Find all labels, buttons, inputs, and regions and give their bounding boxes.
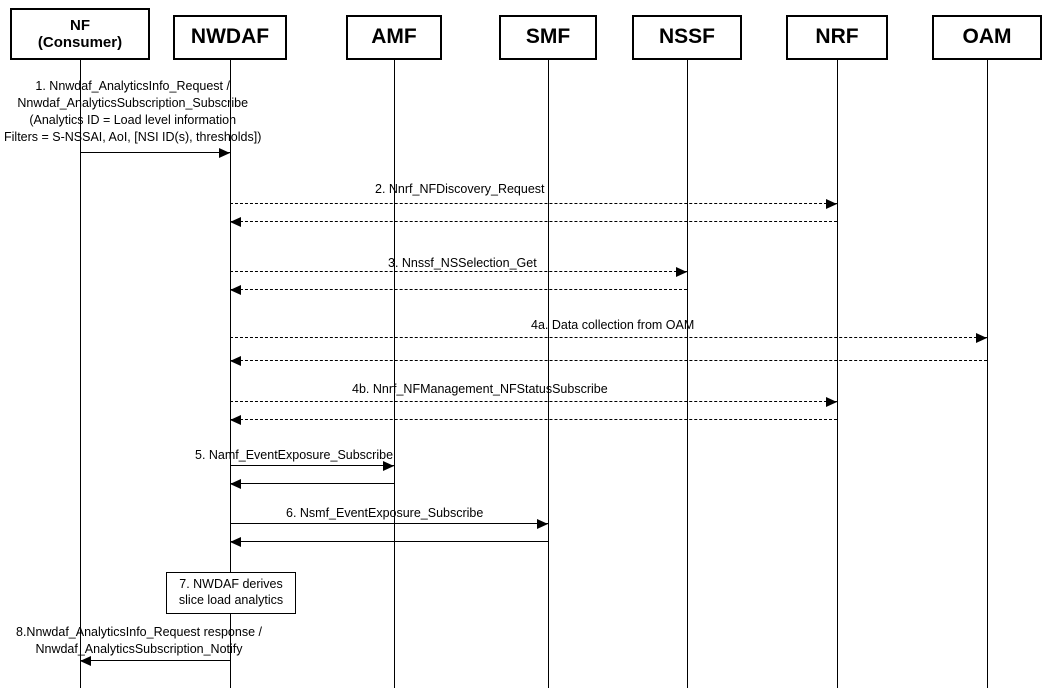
arrow-step-4a-data-collection-response bbox=[230, 360, 987, 361]
lifeline-nrf bbox=[837, 60, 838, 688]
actor-label-primary: OAM bbox=[962, 25, 1012, 49]
arrow-step-4b-nfstatussubscribe-response bbox=[230, 419, 837, 420]
arrowhead-step-2-nfdiscovery-response bbox=[230, 217, 241, 227]
actor-box-amf bbox=[346, 15, 442, 60]
arrow-step-2-nfdiscovery-response bbox=[230, 221, 837, 222]
arrowhead-step-3-nsselection-get bbox=[676, 267, 687, 277]
arrow-step-8-analyticsinfo-response bbox=[80, 660, 230, 661]
label-line: 6. Nsmf_EventExposure_Subscribe bbox=[286, 506, 484, 520]
actor-box-smf bbox=[499, 15, 597, 60]
actor-label-secondary: (Consumer) bbox=[37, 34, 123, 51]
arrowhead-step-5-namf-eventexposure-response bbox=[230, 479, 241, 489]
actor-label-primary: NWDAF bbox=[190, 25, 270, 49]
label-line: Filters = S-NSSAI, AoI, [NSI ID(s), thresholds]) bbox=[4, 129, 262, 144]
lifeline-nf-consumer bbox=[80, 60, 81, 688]
arrow-step-3-nsselection-response bbox=[230, 289, 687, 290]
arrowhead-step-6-nsmf-eventexposure-response bbox=[230, 537, 241, 547]
label-step-6-nsmf-eventexposure-subscribe bbox=[286, 505, 483, 522]
label-line: Nnwdaf_AnalyticsSubscription_Subscribe bbox=[17, 95, 249, 110]
label-line: 1. Nnwdaf_AnalyticsInfo_Request / bbox=[35, 79, 230, 93]
actor-box-nrf bbox=[786, 15, 888, 60]
arrow-step-4a-data-collection-from-oam bbox=[230, 337, 987, 338]
actor-label-primary: SMF bbox=[525, 25, 571, 49]
actor-label-primary: AMF bbox=[371, 25, 417, 49]
label-line: 2. Nnrf_NFDiscovery_Request bbox=[375, 182, 545, 196]
lifeline-smf bbox=[548, 60, 549, 688]
arrow-step-5-namf-eventexposure-subscribe bbox=[230, 465, 394, 466]
label-step-4b-nfmanagement-nfstatussubscribe bbox=[352, 381, 608, 398]
actor-label-primary: NF bbox=[70, 16, 90, 34]
label-step-5-namf-eventexposure-subscribe bbox=[195, 447, 393, 464]
note-line: 7. NWDAF derives bbox=[179, 577, 283, 592]
arrow-step-1-analytics-request bbox=[80, 152, 230, 153]
arrowhead-step-4a-data-collection-from-oam bbox=[976, 333, 987, 343]
label-line: 8.Nnwdaf_AnalyticsInfo_Request response / bbox=[16, 625, 262, 639]
label-line: 4b. Nnrf_NFManagement_NFStatusSubscribe bbox=[352, 382, 608, 396]
note-line: slice load analytics bbox=[178, 593, 284, 607]
label-step-2-nfdiscovery-request bbox=[375, 181, 545, 198]
label-step-1-analytics-request bbox=[4, 78, 261, 146]
lifeline-amf bbox=[394, 60, 395, 688]
arrow-step-6-nsmf-eventexposure-subscribe bbox=[230, 523, 548, 524]
label-step-8-analyticsinfo-response bbox=[16, 624, 262, 658]
arrowhead-step-1-analytics-request bbox=[219, 148, 230, 158]
arrowhead-step-4a-data-collection-response bbox=[230, 356, 241, 366]
arrow-step-2-nfdiscovery-request bbox=[230, 203, 837, 204]
arrow-step-5-namf-eventexposure-response bbox=[230, 483, 394, 484]
actor-label-primary: NSSF bbox=[658, 25, 715, 49]
arrow-step-4b-nfmanagement-nfstatussubscribe bbox=[230, 401, 837, 402]
arrowhead-step-6-nsmf-eventexposure-subscribe bbox=[537, 519, 548, 529]
label-line: Nnwdaf_AnalyticsSubscription_Notify bbox=[35, 641, 243, 656]
actor-box-nwdaf bbox=[173, 15, 287, 60]
label-line: 3. Nnssf_NSSelection_Get bbox=[388, 256, 537, 270]
label-step-4a-data-collection-from-oam bbox=[531, 317, 694, 334]
label-step-3-nsselection-get bbox=[388, 255, 537, 272]
arrow-step-6-nsmf-eventexposure-response bbox=[230, 541, 548, 542]
label-line: 4a. Data collection from OAM bbox=[531, 318, 695, 332]
lifeline-nssf bbox=[687, 60, 688, 688]
actor-label-primary: NRF bbox=[815, 25, 859, 49]
arrowhead-step-2-nfdiscovery-request bbox=[826, 199, 837, 209]
arrowhead-step-3-nsselection-response bbox=[230, 285, 241, 295]
arrowhead-step-4b-nfstatussubscribe-response bbox=[230, 415, 241, 425]
note-nwdaf-derives-analytics bbox=[166, 572, 296, 614]
actor-box-nf-consumer bbox=[10, 8, 150, 60]
label-line: (Analytics ID = Load level information bbox=[29, 112, 237, 127]
label-line: 5. Namf_EventExposure_Subscribe bbox=[195, 448, 394, 462]
arrowhead-step-4b-nfmanagement-nfstatussubscribe bbox=[826, 397, 837, 407]
actor-box-oam bbox=[932, 15, 1042, 60]
actor-box-nssf bbox=[632, 15, 742, 60]
lifeline-oam bbox=[987, 60, 988, 688]
